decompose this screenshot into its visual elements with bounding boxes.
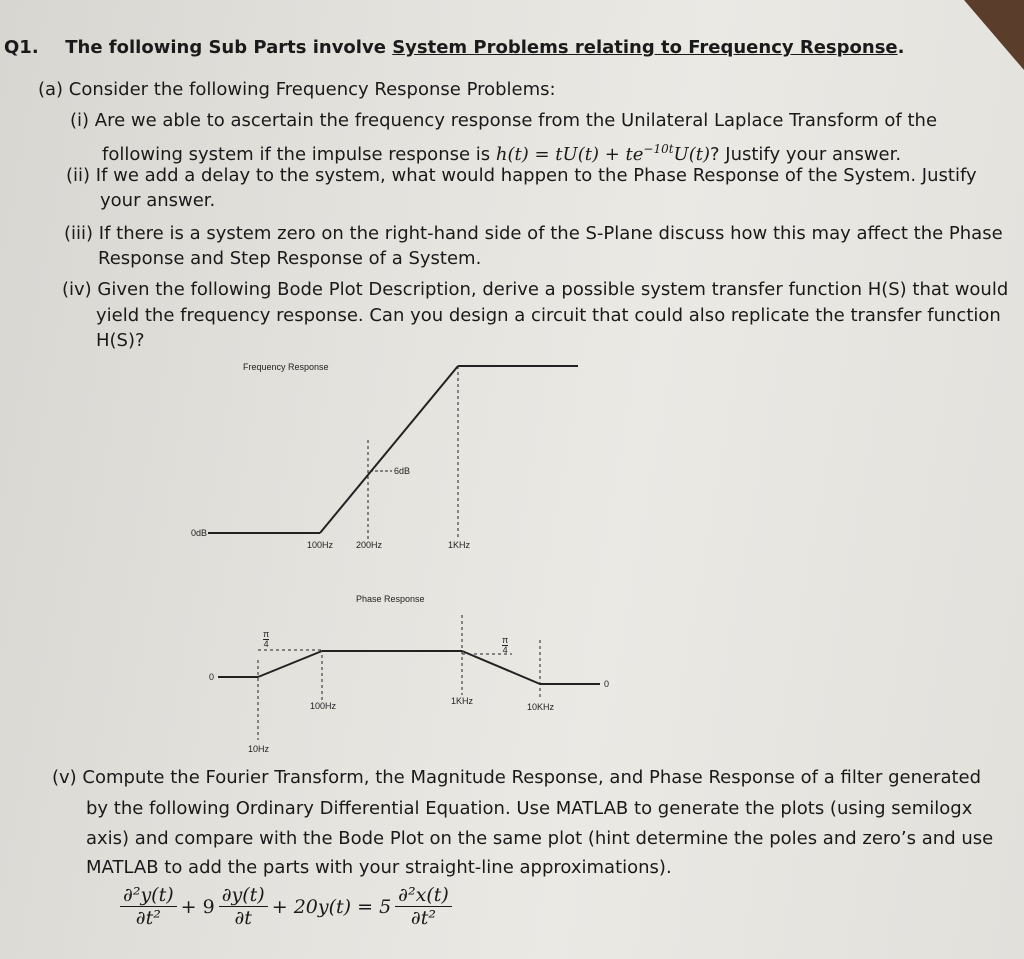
phase-left-pi-over-4 bbox=[263, 630, 269, 649]
part-v-line1: (v) Compute the Fourier Transform, the Magnitude Response, and Phase Response of a filter generated bbox=[52, 767, 982, 788]
part-a-ii-line1: (ii) If we add a delay to the system, what would happen to the Phase Response of the System. Justify bbox=[66, 165, 977, 186]
question-intro: The following Sub Parts involve bbox=[65, 37, 393, 58]
part-a-ii-line2: your answer. bbox=[100, 190, 216, 211]
ode-term-second-derivative-y bbox=[120, 884, 177, 929]
pi-numerator-left: π bbox=[263, 629, 270, 639]
ode-plus-9: + 9 bbox=[180, 895, 215, 918]
phase-zero-left-label: 0 bbox=[209, 672, 215, 682]
part-a-iii-line1: (iii) If there is a system zero on the right-hand side of the S-Plane discuss how this may affect the Phase bbox=[64, 223, 1003, 244]
part-a-i-text: following system if the impulse response is bbox=[102, 144, 496, 165]
ode-t2-den: ∂t bbox=[234, 907, 252, 929]
four-denominator-right: 4 bbox=[502, 645, 508, 655]
ode-t1-den: ∂t² bbox=[135, 907, 161, 929]
question-number: Q1. bbox=[4, 37, 39, 58]
question-intro-end: . bbox=[897, 37, 905, 58]
phase-tick-10hz: 10Hz bbox=[248, 744, 270, 754]
part-a-i-line1: (i) Are we able to ascertain the frequency response from the Unilateral Laplace Transform of the bbox=[70, 110, 938, 131]
slope-label: 6dB bbox=[394, 466, 411, 476]
impulse-response-eq2: U(t) bbox=[673, 144, 710, 165]
ode-term-first-derivative-y bbox=[219, 884, 268, 929]
part-a-label: (a) Consider the following Frequency Response Problems: bbox=[38, 79, 556, 100]
ode-term-second-derivative-x bbox=[395, 884, 452, 929]
zero-db-label: 0dB bbox=[191, 528, 208, 538]
part-v-line2: by the following Ordinary Differential Equation. Use MATLAB to generate the plots (using semilogx bbox=[86, 798, 973, 819]
phase-right-pi-over-4 bbox=[502, 636, 508, 655]
part-a-iv-line3: H(S)? bbox=[96, 330, 145, 351]
freq-tick-100hz: 100Hz bbox=[307, 540, 334, 550]
freq-tick-1khz: 1KHz bbox=[448, 540, 471, 550]
magnitude-slope bbox=[320, 366, 458, 533]
phase-tick-100hz: 100Hz bbox=[310, 701, 337, 711]
part-v-line4: MATLAB to add the parts with your straight-line approximations). bbox=[86, 857, 672, 878]
phase-fall bbox=[462, 651, 540, 684]
phase-zero-right-label: 0 bbox=[604, 679, 610, 689]
freq-tick-200hz: 200Hz bbox=[356, 540, 383, 550]
part-a-iv-line2: yield the frequency response. Can you design a circuit that could also replicate the transfer function bbox=[96, 305, 1001, 326]
impulse-response-exp: −10t bbox=[643, 142, 674, 156]
ode-equation bbox=[118, 884, 454, 929]
phase-tick-10khz: 10KHz bbox=[527, 702, 555, 712]
ode-t2-num: ∂y(t) bbox=[219, 884, 268, 907]
ode-t1-num: ∂²y(t) bbox=[120, 884, 177, 907]
part-a-i-end: ? Justify your answer. bbox=[710, 144, 902, 165]
part-a-iii-line2: Response and Step Response of a System. bbox=[98, 248, 482, 269]
ode-t3-den: ∂t² bbox=[410, 907, 436, 929]
phase-rise bbox=[258, 651, 322, 677]
part-v-line3: axis) and compare with the Bode Plot on the same plot (hint determine the poles and zero’s and use bbox=[86, 828, 994, 849]
magnitude-plot bbox=[208, 366, 578, 540]
ode-t3-num: ∂²x(t) bbox=[395, 884, 452, 907]
ode-middle: + 20y(t) = 5 bbox=[271, 895, 392, 918]
impulse-response-eq: h(t) = tU(t) + te bbox=[495, 144, 644, 165]
four-denominator-left: 4 bbox=[263, 639, 269, 649]
pi-numerator-right: π bbox=[502, 635, 509, 645]
part-a-iv-line1: (iv) Given the following Bode Plot Description, derive a possible system transfer function H(S) that would bbox=[62, 279, 1009, 300]
phase-plot bbox=[218, 615, 600, 740]
question-topic: System Problems relating to Frequency Response bbox=[392, 37, 898, 58]
phase-tick-1khz: 1KHz bbox=[451, 696, 474, 706]
phase-response-title: Phase Response bbox=[356, 594, 425, 604]
frequency-response-title: Frequency Response bbox=[243, 362, 329, 372]
